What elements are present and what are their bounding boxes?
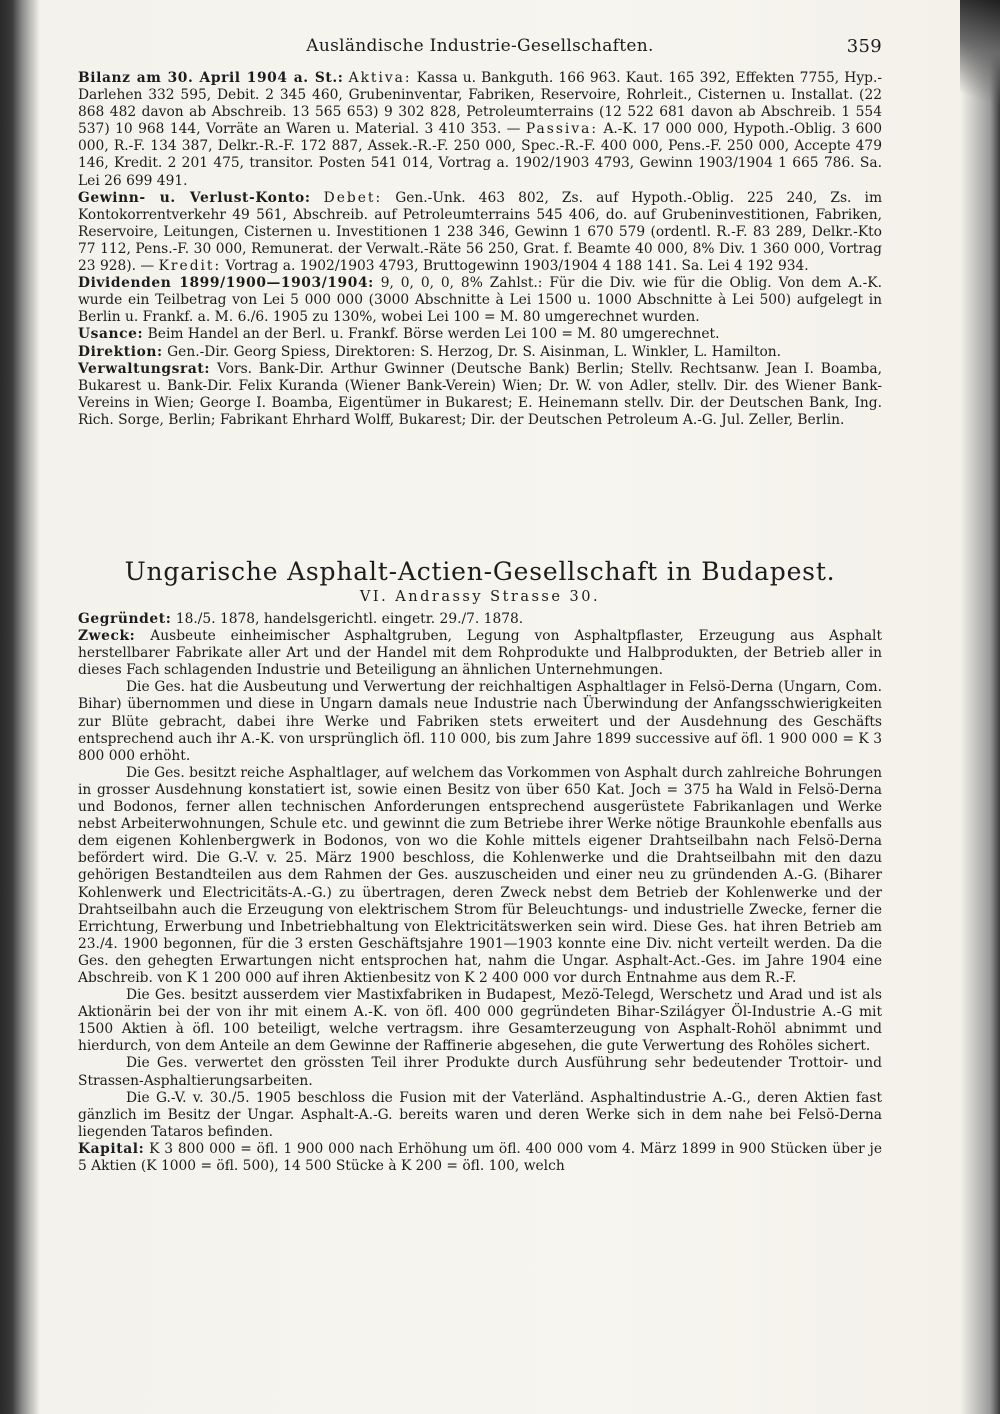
bilanz-aktiva-text: Kassa u. Bankguth. 166 963. Kaut. 165 392, Effekten 7755, Hyp.-Darlehen 332 595, Debit. 2 345 460, Grubeninventar, Fabriken, Reservoire, Rohrleit., Cisternen u. Installat. (22 868 482 davon ab Abschreib. 13 565 653) 9 302 828, Petroleumterrains (12 522 681 davon ab Abschreib. 1 554 537) 10 968 144, Vorräte an Waren u. Material. 3 410 353. xyxy=(78,70,882,138)
guv-kredit-text: Vortrag a. 1902/1903 4793, Bruttogewinn 1903/1904 4 188 141. Sa. Lei 4 192 934. xyxy=(225,258,809,275)
bilanz-passiva-text: A.-K. 17 000 000, Hypoth.-Oblig. 3 600 000, R.-F. 134 387, Delkr.-R.-F. 172 887, Assek.-R.-F. 250 000, Spec.-R.-F. 400 000, Pens.-F. 250 000, Accepte 479 146, Kredit. 2 201 475, transitor. Posten 541 014, Vortrag a. 1902/1903 4793, Gewinn 1903/1904 1 665 786. Sa. Lei 26 699 491. xyxy=(78,121,883,189)
body-paragraph-2: Die Ges. besitzt reiche Asphaltlager, auf welchem das Vorkommen von Asphalt durch zahlreiche Bohrungen in grosser Ausdehnung konstatiert ist, sowie einen Besitz von über 650 Kat. Joch = 375 ha Wald in Felsö-Derna und Bodonos, ferner allen technischen Anforderungen entsprechend ausgerüstete Fabrikanlagen und Werke nebst Arbeiterwohnungen, Schule etc. und gewinnt die zum Betriebe ihrer Werke nötige Braunkohle ebenfalls aus dem eigenen Kohlenbergwerk in Bodonos, von wo die Kohle mittels eigener Drahtseilbahn nach Felsö-Derna befördert wird. Die G.-V. v. 25. März 1900 beschloss, die Kohlenwerke und die Drahtseilbahn mit den dazu gehörigen Bestandteilen aus dem Rahmen der Ges. auszuscheiden und einer neu zu gründenden A.-G. (Biharer Kohlenwerk und Electricitäts-A.-G.) zu übertragen, deren Zweck nebst dem Betrieb der Kohlenwerke und der Drahtseilbahn auch die Erzeugung von elektrischem Strom für Beleuchtungs- und industrielle Zwecke, ferner die Errichtung, Erwerbung und Inbetriebhaltung von Elektricitätswerken sein wird. Diese Ges. hat ihren Betrieb am 23./4. 1900 begonnen, für die 3 ersten Geschäftsjahre 1901—1903 konnte eine Div. nicht verteilt werden. Da die Ges. den gehegten Erwartungen nicht entsprochen hat, nahm die Ungar. Asphalt-Act.-Ges. im Jahre 1904 eine Abschreib. von K 1 200 000 auf ihren Aktienbesitz von K 2 400 000 vor durch Entnahme aus dem R.-F. xyxy=(78,764,882,986)
kapital-label: Kapital: xyxy=(78,1140,145,1157)
company-address: VI. Andrassy Strasse 30. xyxy=(359,589,601,605)
guv-paragraph xyxy=(78,190,882,275)
usance-paragraph xyxy=(78,326,882,343)
gegruendet-paragraph xyxy=(78,611,882,628)
page-header xyxy=(78,36,882,60)
bilanz-paragraph: Bilanz am 30. April 1904 a. St.: Aktiva: Kassa u. Bankguth. 166 963. Kaut. 165 392, Effekten 7755, Hyp.-Darlehen 332 595, Debit. 2 345 460, Grubeninventar, Fabriken, Reservoire, Rohrleit., Cisternen u. Installat. (22 868 482 davon ab Abschreib. 13 565 653) 9 302 828, Petroleumterrains (12 522 681 davon ab Abschreib. 1 554 537) 10 968 144, Vorräte an Waren u. Material. 3 410 353. — Passiva: A.-K. 17 000 000, Hypoth.-Oblig. 3 600 000, R.-F. 134 387, Delkr.-R.-F. 172 887, Assek.-R.-F. 250 000, Spec.-R.-F. 400 000, Pens.-F. 250 000, Accepte 479 146, Kredit. 2 201 475, transitor. Posten 541 014, Vortrag a. 1902/1903 4793, Gewinn 1903/1904 1 665 786. Sa. Lei 26 699 491. xyxy=(78,70,883,189)
direktion-label: Direktion: xyxy=(78,343,163,360)
direktion-paragraph xyxy=(78,344,882,361)
verwaltungsrat-label: Verwaltungsrat: xyxy=(78,360,211,377)
usance-label: Usance: xyxy=(78,326,144,343)
body-paragraph-5: Die G.-V. v. 30./5. 1905 beschloss die Fusion mit der Vaterländ. Asphaltindustrie A.-G., deren Aktien fast gänzlich im Besitz der Ungar. Asphalt-A.-G. bereits waren und deren Werke sich in dem nahe bei Felsö-Derna liegenden Tataros befinden. xyxy=(78,1089,882,1140)
kapital-paragraph xyxy=(78,1141,882,1175)
kapital-text: K 3 800 000 = öfl. 1 900 000 nach Erhöhung um öfl. 400 000 vom 4. März 1899 in 900 Stücken über je 5 Aktien (K 1000 = öfl. 500), 14 500 Stücke à K 200 = öfl. 100, welch xyxy=(78,1140,882,1174)
direktion-text: Gen.-Dir. Georg Spiess, Direktoren: S. Herzog, Dr. S. Aisinman, L. Winkler, L. Hamilton. xyxy=(167,343,782,360)
body-paragraph-1: Die Ges. hat die Ausbeutung und Verwertung der reichhaltigen Asphaltlager in Felsö-Derna (Ungarn, Com. Bihar) übernommen und diese in Ungarn damals neue Industrie nach Überwindung der Anfangsschwierigkeiten zur Blüte gebracht, dabei ihre Werke und Fabriken stets erweitert und der Ausdehnung des Geschäfts entsprechend auch ihr A.-K. von ursprünglich öfl. 110 000, bis zum Jahre 1899 successive auf öfl. 1 900 000 = K 3 800 000 erhöht. xyxy=(78,679,882,764)
gegruendet-text: 18./5. 1878, handelsgerichtl. eingetr. 29./7. 1878. xyxy=(175,611,524,627)
guv-debet-text: Gen.-Unk. 463 802, Zs. auf Hypoth.-Oblig. 225 240, Zs. im Kontokorrentverkehr 49 561, Abschreib. auf Petroleumterrains 545 406, do. auf Grubeninvestitionen, Fabriken, Reservoire, Leitungen, Cisternen u. Investitionen 1 238 346, Gewinn 1 670 579 (ordentl. R.-F. 83 289, Delkr.-Kto 77 112, Pens.-F. 30 000, Remunerat. der Verwalt.-Räte 56 250, Grat. f. Beamte 40 000, 8% Div. 1 360 000, Vortrag 23 928). — xyxy=(78,189,883,275)
usance-text: Beim Handel an der Berl. u. Frankf. Börse werden Lei 100 = M. 80 umgerechnet. xyxy=(147,326,720,343)
running-title: Ausländische Industrie-Gesellschaften. xyxy=(306,36,654,56)
page-number: 359 xyxy=(846,36,882,57)
company-section xyxy=(78,557,882,1175)
previous-company-section xyxy=(78,70,882,429)
body-paragraph-3: Die Ges. besitzt ausserdem vier Mastixfabriken in Budapest, Mezö-Telegd, Werschetz und Arad und ist als Aktionärin bei der von ihr mit einem A.-K. von öfl. 400 000 gegründeten Bihar-Szilágyer Öl-Industrie A.-G mit 1500 Aktien à öfl. 100 beteiligt, welche vertragsm. ihre Gesamterzeugung von Asphalt-Rohöl abnimmt und hierdurch, von dem Anteile an dem Gewinne der Raffinerie abgesehen, die gute Verwertung des Rohöles sichert. xyxy=(78,987,882,1055)
guv-debet-label: Debet: xyxy=(323,189,383,206)
bilanz-aktiva-label: Aktiva: xyxy=(348,70,412,86)
bilanz-label: Bilanz am 30. April 1904 a. St.: xyxy=(78,70,344,86)
guv-label: Gewinn- u. Verlust-Konto: xyxy=(78,189,311,206)
dividenden-label: Dividenden 1899/1900—1903/1904: xyxy=(78,275,374,292)
gegruendet-label: Gegründet: xyxy=(78,611,172,627)
company-title: Ungarische Asphalt-Actien-Gesellschaft in Budapest. xyxy=(124,557,836,586)
guv-kredit-label: Kredit: xyxy=(158,258,222,275)
verwaltungsrat-paragraph xyxy=(78,361,882,429)
dividenden-text: 9, 0, 0, 0, 8% Zahlst.: Für die Div. wie für die Oblig. Von dem A.-K. wurde ein Teilbetrag von Lei 5 000 000 (3000 Abschnitte à Lei 1500 u. 1000 Abschnitte à Lei 500) aufgelegt in Berlin u. Frankf. a. M. 6./6. 1905 zu 130%, wobei Lei 100 = M. 80 umgerechnet wurden. xyxy=(78,275,882,326)
dividenden-paragraph xyxy=(78,275,882,326)
zweck-text: Ausbeute einheimischer Asphaltgruben, Legung von Asphaltpflaster, Erzeugung aus Asphalt herstellbarer Fabrikate aller Art und der Handel mit dem Rohprodukte und Halbprodukten, der Betrieb aller in dieses Fach schlagenden Industrie und Beteiligung an ähnlichen Unternehmungen. xyxy=(78,628,882,679)
zweck-label: Zweck: xyxy=(78,628,136,645)
body-paragraph-4: Die Ges. verwertet den grössten Teil ihrer Produkte durch Ausführung sehr bedeutender Trottoir- und Strassen-Asphaltierungsarbeiten. xyxy=(78,1055,882,1089)
zweck-paragraph xyxy=(78,628,882,679)
bilanz-passiva-label: Passiva: xyxy=(525,121,599,138)
verwaltungsrat-text: Vors. Bank-Dir. Arthur Gwinner (Deutsche Bank) Berlin; Stellv. Rechtsanw. Jean I. Boamba, Bukarest u. Bank-Dir. Felix Kuranda (Wiener Bank-Verein) Wien; Dr. W. von Adler, stellv. Dir. des Wiener Bank-Vereins in Wien; George I. Boamba, Eigentümer in Bukarest; E. Heinemann stellv. Dir. der Deutschen Bank, Ing. Rich. Sorge, Berlin; Fabrikant Ehrhard Wolff, Bukarest; Dir. der Deutschen Petroleum A.-G. Jul. Zeller, Berlin. xyxy=(78,360,882,428)
